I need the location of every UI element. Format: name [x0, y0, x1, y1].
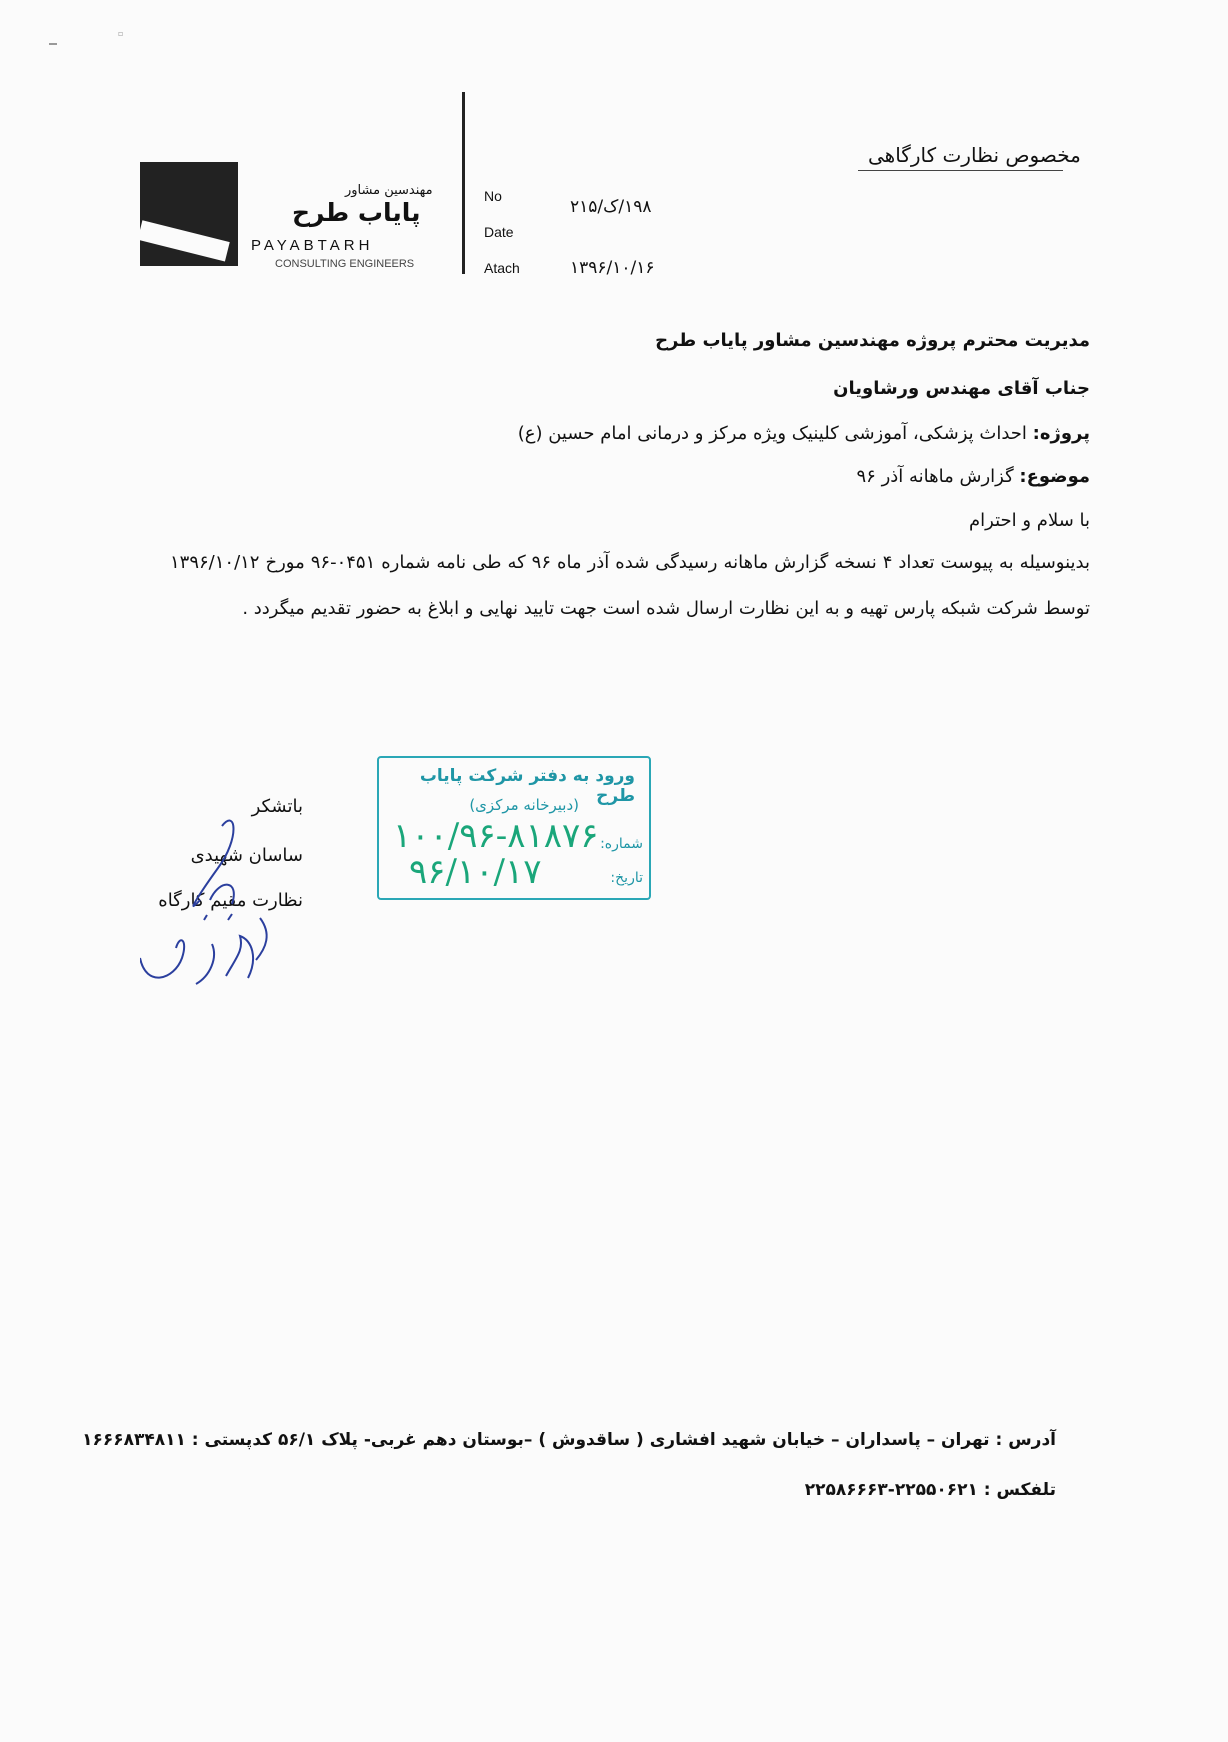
scan-mark	[49, 43, 57, 45]
project-text: احداث پزشکی، آموزشی کلینیک ویژه مرکز و درمانی امام حسین (ع)	[517, 423, 1027, 444]
scan-mark: ▫	[118, 29, 124, 38]
letter-date: ۱۳۹۶/۱۰/۱۶	[570, 258, 655, 278]
subject-text: گزارش ماهانه آذر ۹۶	[856, 466, 1014, 487]
handwritten-signature	[140, 808, 300, 998]
subject-label: موضوع:	[1019, 466, 1090, 487]
project-label: پروژه:	[1032, 423, 1090, 444]
stamp-date-label: تاریخ:	[610, 870, 643, 886]
meta-label-date: Date	[484, 224, 514, 240]
recipient-line-2: جناب آقای مهندس ورشاویان	[833, 378, 1090, 399]
classification-label: مخصوص نظارت کارگاهی	[868, 143, 1081, 167]
receipt-stamp	[377, 756, 651, 900]
subject-line	[857, 466, 1091, 487]
stamp-title: ورود به دفتر شرکت پایاب طرح	[419, 766, 635, 806]
stamp-date-value: ۹۶/۱۰/۱۷	[409, 852, 542, 892]
footer-telfax: تلفکس : ۲۲۵۵۰۶۲۱-۲۲۵۸۶۶۶۳	[804, 1480, 1056, 1500]
classification-underline	[858, 170, 1063, 171]
logo-tagline: CONSULTING ENGINEERS	[275, 258, 415, 270]
recipient-line-1: مدیریت محترم پروژه مهندسین مشاور پایاب طرح	[655, 330, 1090, 351]
meta-label-no: No	[484, 188, 502, 204]
letter-number: ۱۹۸/ک/۲۱۵	[570, 197, 652, 217]
stamp-number-label: شماره:	[600, 836, 643, 852]
closing: باتشکر	[251, 796, 303, 817]
header-divider	[462, 92, 465, 274]
meta-label-attach: Atach	[484, 260, 520, 276]
company-logo-mark	[140, 162, 238, 266]
greeting: با سلام و احترام	[969, 510, 1090, 531]
project-line	[518, 423, 1090, 444]
signer-name: ساسان شهیدی	[190, 845, 303, 866]
stamp-number-value: ۱۰۰/۹۶-۸۱۸۷۶	[393, 816, 599, 856]
footer-address: آدرس : تهران – پاسداران – خیابان شهید افشاری ( ساقدوش ) –بوستان دهم غربی- پلاک ۵۶/۱ کدپستی : ۱۶۶۶۸۳۴۸۱۱	[82, 1430, 1056, 1450]
logo-subtitle: مهندسین مشاور	[345, 183, 433, 198]
logo-name-en: PAYABTARH	[251, 237, 374, 254]
letter-body: بدینوسیله به پیوست تعداد ۴ نسخه گزارش ماهانه رسیدگی شده آذر ماه ۹۶ که طی نامه شماره ۰۴۵۱-۹۶ مورخ ۱۳۹۶/۱۰/۱۲ توسط شرکت شبکه پارس تهیه و به این نظارت ارسال شده است جهت تایید نهایی و ابلاغ به حضور تقدیم میگردد .	[170, 552, 1090, 619]
signer-title: نظارت مقیم کارگاه	[158, 890, 303, 911]
logo-name-fa: پایاب طرح	[292, 198, 421, 227]
stamp-subtitle: (دبیرخانه مرکزی)	[469, 796, 579, 814]
